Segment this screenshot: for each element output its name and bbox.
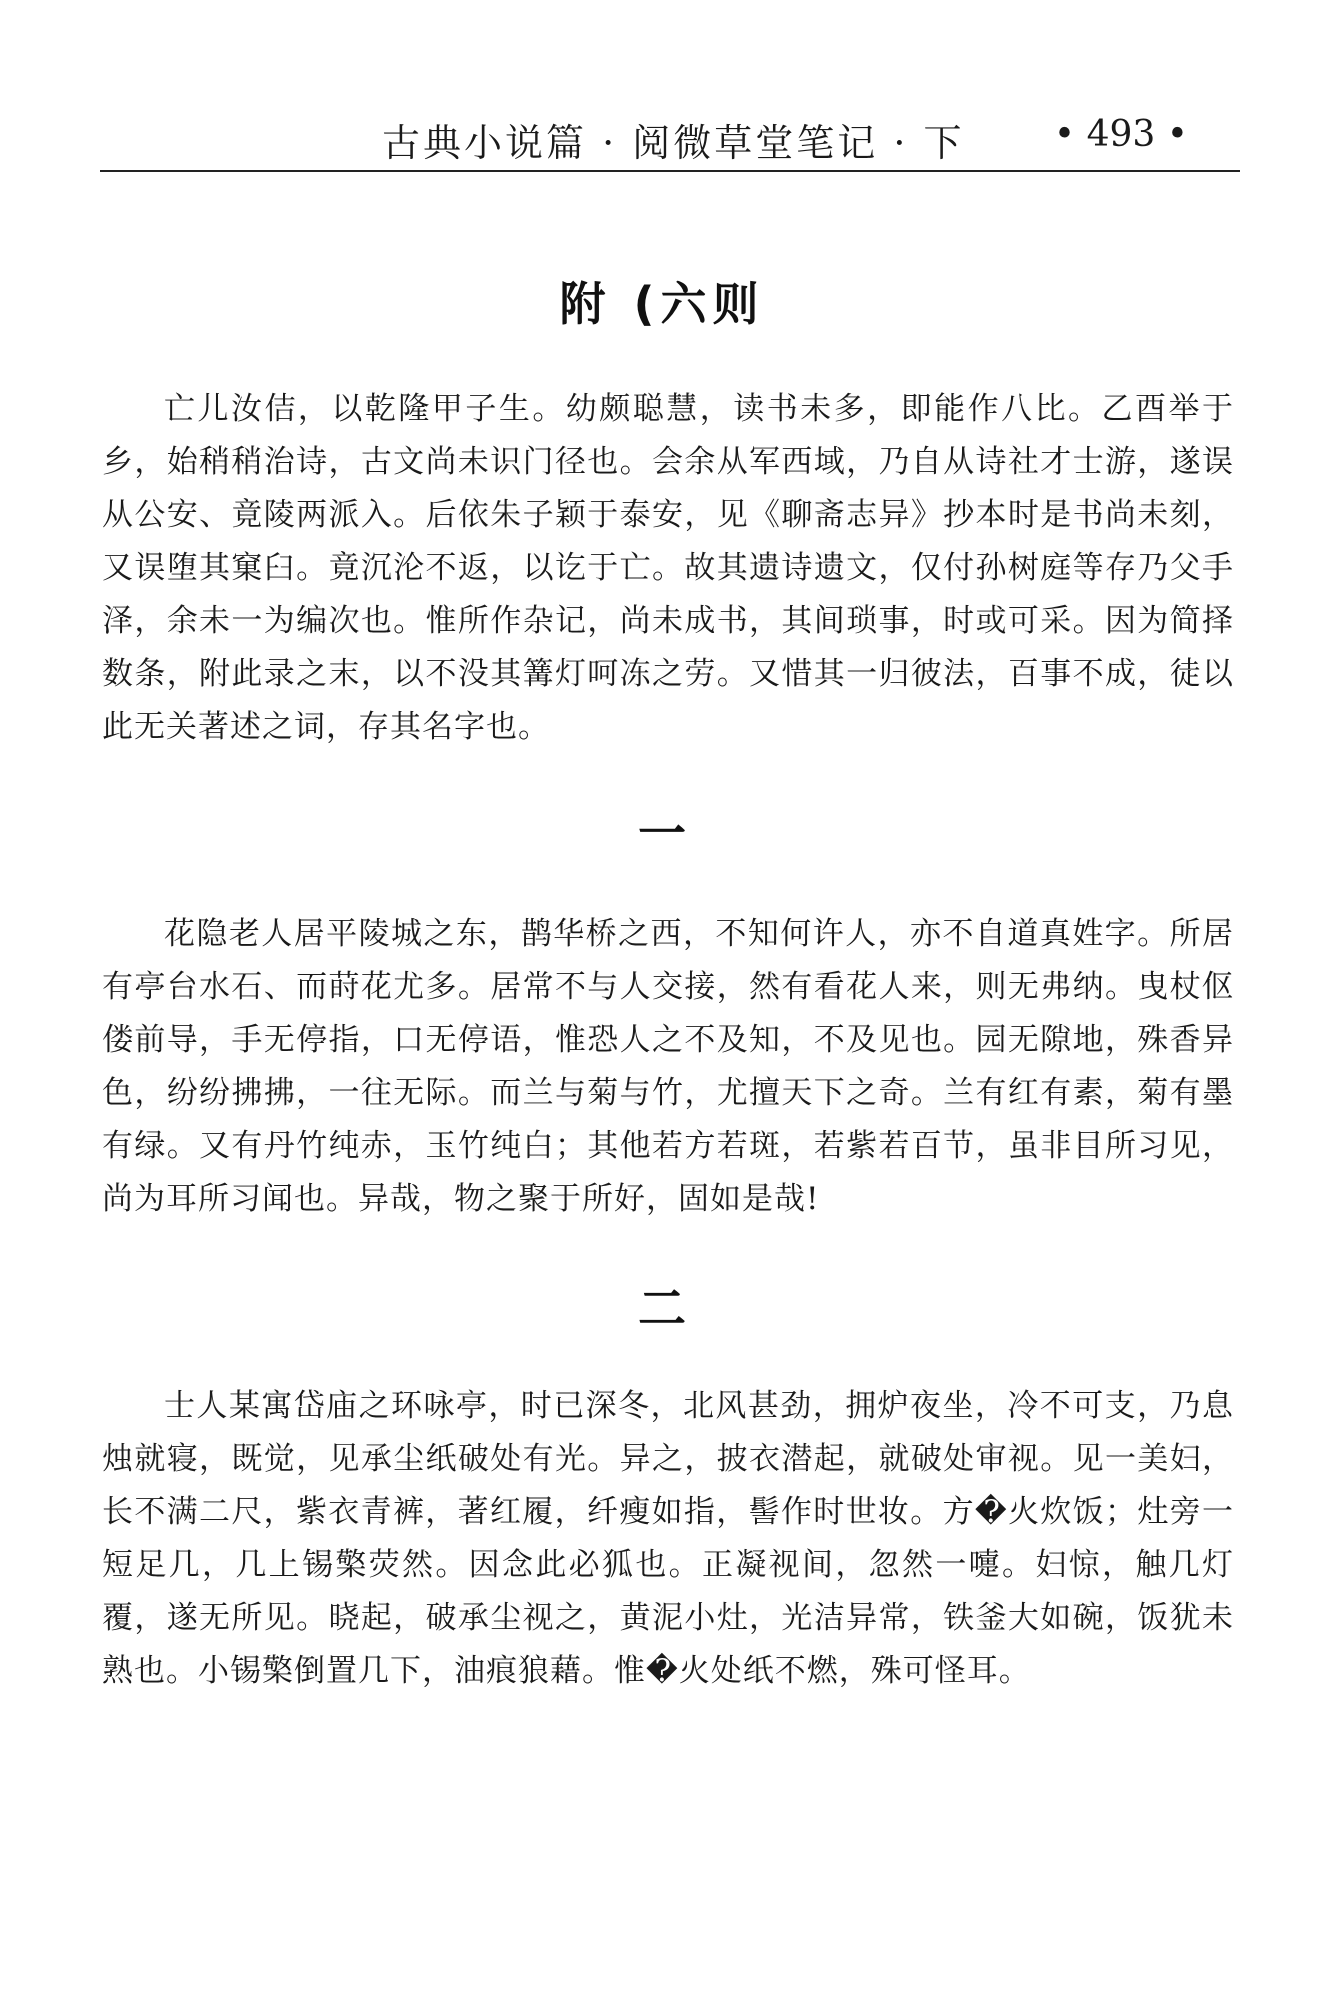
running-title: 古典小说篇 · 阅微草堂笔记 · 下 [382,121,965,165]
section-2-paragraph: 士人某寓岱庙之环咏亭，时已深冬，北风甚劲，拥炉夜坐，冷不可支，乃息烛就寝，既觉，见承尘纸破处有光。异之，披衣潜起，就破处审视。见一美妇，长不满二尺，紫衣青裤，著红履，纤瘦如指，髻作时世妆。方�火炊饭；灶旁一短足几，几上锡檠荧然。因念此必狐也。正凝视间，忽然一嚏。妇惊，触几灯覆，遂无所见。晓起，破承尘视之，黄泥小灶，光洁异常，铁釜大如碗，饭犹未熟也。小锡檠倒置几下，油痕狼藉。惟�火处纸不燃，殊可怪耳。 [102,1388,1234,1689]
page-number: • 493 • [1053,114,1188,155]
section-1-paragraph: 花隐老人居平陵城之东，鹊华桥之西，不知何许人，亦不自道真姓字。所居有亭台水石、而莳花尤多。居常不与人交接，然有看花人来，则无弗纳。曳杖伛偻前导，手无停指，口无停语，惟恐人之不及知，不及见也。园无隙地，殊香异色，纷纷拂拂，一往无际。而兰与菊与竹，尤擅天下之奇。兰有红有素，菊有墨有绿。又有丹竹纯赤，玉竹纯白；其他若方若斑，若紫若百节，虽非目所习见，尚为耳所习闻也。异哉，物之聚于所好，固如是哉! [102,916,1234,1217]
page-title: 附 (六则 [559,277,765,331]
running-header [100,100,1240,172]
intro-paragraph: 亡儿汝佶，以乾隆甲子生。幼颇聪慧，读书未多，即能作八比。乙酉举于乡，始稍稍治诗，古文尚未识门径也。会余从军西域，乃自从诗社才士游，遂误从公安、竟陵两派入。后依朱子颖于泰安，见《聊斋志异》抄本时是书尚未刻，又误堕其窠臼。竟沉沦不返，以讫于亡。故其遗诗遗文，仅付孙树庭等存乃父手泽，余未一为编次也。惟所作杂记，尚未成书，其间琐事，时或可采。因为简择数条，附此录之末，以不没其篝灯呵冻之劳。又惜其一归彼法，百事不成，徒以此无关著述之词，存其名字也。 [102,391,1234,745]
section-heading-1: 一 [637,806,686,862]
section-heading-2: 二 [637,1281,686,1337]
